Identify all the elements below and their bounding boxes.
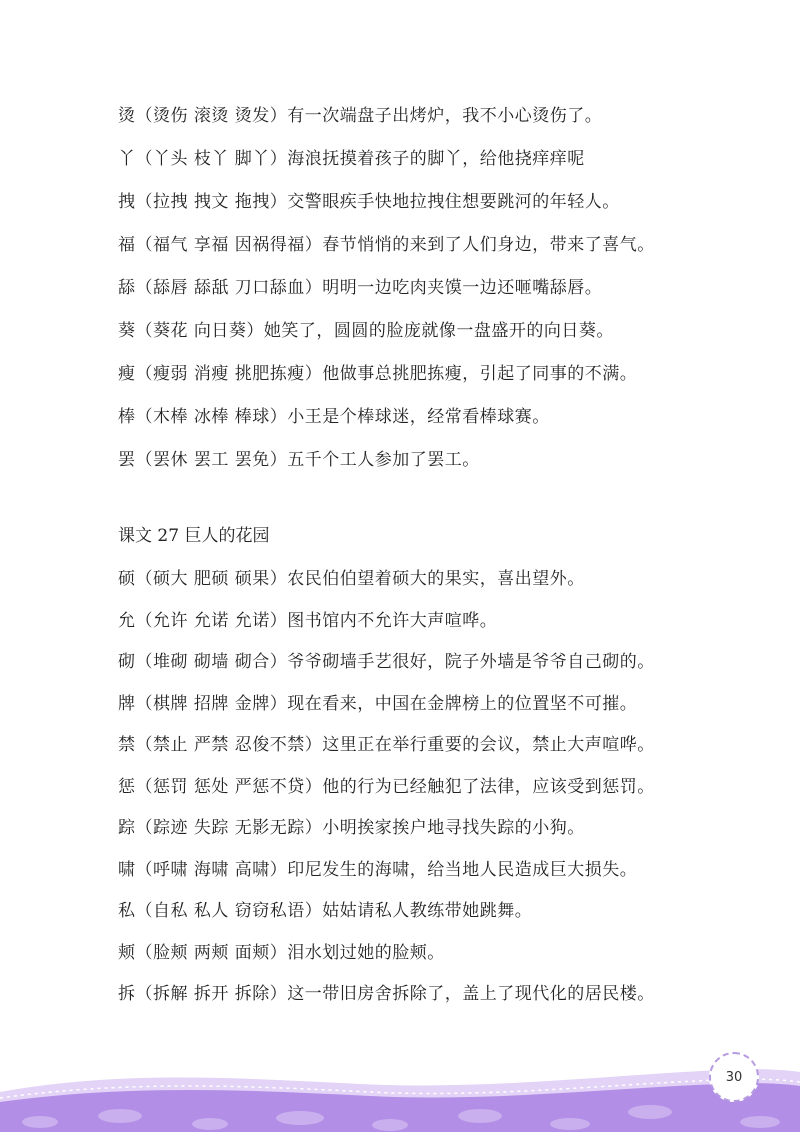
vocab-entry-si: 私（自私 私人 窃窃私语）姑姑请私人教练带她跳舞。 <box>118 901 533 921</box>
vocab-entry-shou: 瘦（瘦弱 消瘦 挑肥拣瘦）他做事总挑肥拣瘦，引起了同事的不满。 <box>118 364 638 384</box>
vocab-entry-zong: 踪（踪迹 失踪 无影无踪）小明挨家挨户地寻找失踪的小狗。 <box>118 818 585 838</box>
vocab-entry-ya: 丫（丫头 枝丫 脚丫）海浪抚摸着孩子的脚丫，给他挠痒痒呢 <box>118 149 585 169</box>
vocab-entry-bang: 棒（木棒 冰棒 棒球）小王是个棒球迷，经常看棒球赛。 <box>118 407 550 427</box>
vocab-entry-shuo: 硕（硕大 肥硕 硕果）农民伯伯望着硕大的果实，喜出望外。 <box>118 569 585 589</box>
footer-decoration <box>0 1040 800 1132</box>
vocab-entry-tang: 烫（烫伤 滚烫 烫发）有一次端盘子出烤炉，我不小心烫伤了。 <box>118 106 603 126</box>
vocab-entry-jia: 颊（脸颊 两颊 面颊）泪水划过她的脸颊。 <box>118 942 445 963</box>
page-number: 30 <box>709 1052 759 1102</box>
vocab-entry-chai: 拆（拆解 拆开 拆除）这一带旧房舍拆除了，盖上了现代化的居民楼。 <box>118 984 655 1004</box>
vocab-entry-kui: 葵（葵花 向日葵）她笑了，圆圆的脸庞就像一盘盛开的向日葵。 <box>118 321 614 341</box>
vocab-entry-fu: 福（福气 享福 因祸得福）春节悄悄的来到了人们身边，带来了喜气。 <box>118 235 655 255</box>
vocab-entry-tian: 舔（舔唇 舔舐 刀口舔血）明明一边吃肉夹馍一边还咂嘴舔唇。 <box>118 278 603 298</box>
section-title: 课文 27 巨人的花园 <box>118 526 270 546</box>
vocab-entry-zhuai: 拽（拉拽 拽文 拖拽）交警眼疾手快地拉拽住想要跳河的年轻人。 <box>118 192 620 212</box>
vocab-entry-qi: 砌（堆砌 砌墙 砌合）爷爷砌墙手艺很好，院子外墙是爷爷自己砌的。 <box>118 652 655 672</box>
vocabulary-list-1 <box>118 105 778 492</box>
vocab-entry-ba: 罢（罢休 罢工 罢免）五千个工人参加了罢工。 <box>118 450 480 470</box>
vocab-entry-pai: 牌（棋牌 招牌 金牌）现在看来，中国在金牌榜上的位置坚不可摧。 <box>118 693 638 714</box>
vocabulary-list-2 <box>118 525 778 1025</box>
vocab-entry-yun: 允（允许 允诺 允诺）图书馆内不允许大声喧哗。 <box>118 610 498 631</box>
vocab-entry-jin: 禁（禁止 严禁 忍俊不禁）这里正在举行重要的会议，禁止大声喧哗。 <box>118 735 655 755</box>
vocab-entry-cheng: 惩（惩罚 惩处 严惩不贷）他的行为已经触犯了法律，应该受到惩罚。 <box>118 776 655 797</box>
vocab-entry-xiao: 啸（呼啸 海啸 高啸）印尼发生的海啸，给当地人民造成巨大损失。 <box>118 859 638 880</box>
